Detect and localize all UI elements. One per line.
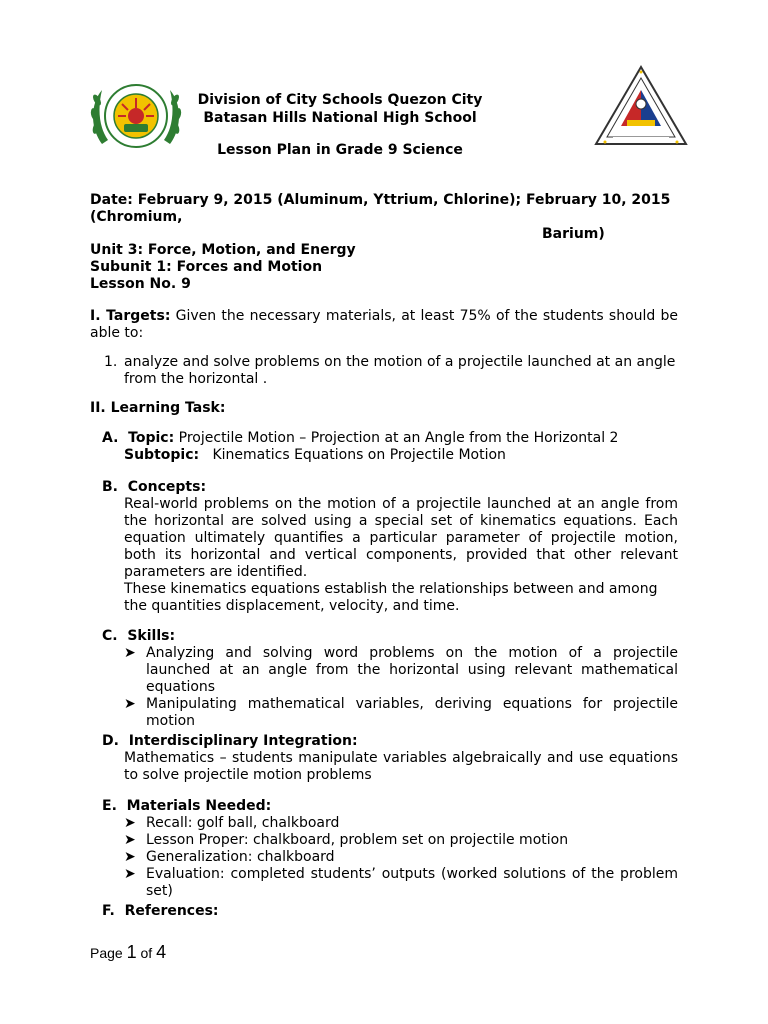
subunit-title: Subunit 1: Forces and Motion xyxy=(90,259,323,275)
integration-section: D. Interdisciplinary Integration: Mathematics – students manipulate variables algebraically and use equations to solve projectile motion problems xyxy=(102,733,678,783)
references-section: F. References: xyxy=(102,903,219,919)
footer-page-number: 1 xyxy=(126,942,137,962)
date-line-2: (Chromium, xyxy=(90,209,183,225)
materials-section: E. Materials Needed: ➤ Recall: golf ball, chalkboard ➤ Lesson Proper: chalkboard, problem set on projectile motion ➤ Generalization: chalkboard ➤ Evaluation: completed students’ outputs (worked solutions of the problem set) xyxy=(102,798,678,899)
lesson-number: Lesson No. 9 xyxy=(90,276,191,292)
page-footer xyxy=(90,942,166,963)
concepts-paragraph-1: Real-world problems on the motion of a projectile launched at an angle from the horizontal are solved using a special set of kinematics equations. Each equation ultimately quantifies a particular parameter of projectile motion, both its horizontal and vertical components, provided that other relevant parameters are identified. xyxy=(124,496,678,580)
targets-list-item: 1. analyze and solve problems on the motion of a projectile launched at an angle from the horizontal . xyxy=(104,354,678,388)
materials-label: Materials Needed: xyxy=(126,798,272,814)
learning-task-heading: II. Learning Task: xyxy=(90,400,226,416)
date-line-1: Date: February 9, 2015 (Aluminum, Yttrium, Chlorine); February 10, 2015 xyxy=(90,192,671,208)
material-item: ➤ Lesson Proper: chalkboard, problem set on projectile motion xyxy=(124,832,569,848)
subtopic-label: Subtopic: xyxy=(124,447,200,463)
targets-text: Given the necessary materials, at least 75% of the students should be able to: xyxy=(90,308,679,341)
skills-label: Skills: xyxy=(127,628,176,644)
concepts-label: Concepts: xyxy=(127,479,207,495)
date-line-3: Barium) xyxy=(542,226,605,242)
header-division: Division of City Schools Quezon City xyxy=(197,92,483,108)
material-item: ➤ Recall: golf ball, chalkboard xyxy=(124,815,340,831)
footer-of-word: of xyxy=(140,945,153,961)
concepts-paragraph-2: These kinematics equations establish the relationships between and among the quantities displacement, velocity, and time. xyxy=(124,581,658,614)
footer-page-total: 4 xyxy=(156,942,167,962)
integration-label: Interdisciplinary Integration: xyxy=(128,733,358,749)
header-school: Batasan Hills National High School xyxy=(203,110,477,126)
targets-paragraph xyxy=(90,308,678,342)
targets-label: I. Targets: xyxy=(90,308,171,324)
material-item: ➤ Evaluation: completed students’ outputs (worked solutions of the problem set) xyxy=(124,866,678,899)
topic-section: A. Topic: Projectile Motion – Projection at an Angle from the Horizontal 2 Subtopic: Kinematics Equations on Projectile Motion xyxy=(102,430,619,463)
unit-title: Unit 3: Force, Motion, and Energy xyxy=(90,242,356,258)
topic-text: Projectile Motion – Projection at an Angle from the Horizontal 2 xyxy=(178,430,619,446)
subtopic-text: Kinematics Equations on Projectile Motion xyxy=(212,447,506,463)
integration-text: Mathematics – students manipulate variables algebraically and use equations to solve projectile motion problems xyxy=(124,750,678,783)
references-label: References: xyxy=(124,903,219,919)
skill-item: ➤ Manipulating mathematical variables, deriving equations for projectile motion xyxy=(124,696,678,729)
header-lesson-plan: Lesson Plan in Grade 9 Science xyxy=(217,142,463,158)
concepts-section: B. Concepts: Real-world problems on the motion of a projectile launched at an angle from the horizontal are solved using a special set of kinematics equations. Each equation ultimately quantifies a particular parameter of projectile motion, both its horizontal and vertical components, provided that other relevant parameters are identified. These kinematics equations establish the relationships between and among the quantities displacement, velocity, and time. xyxy=(102,479,678,614)
skills-section: C. Skills: ➤ Analyzing and solving word problems on the motion of a projectile launched at an angle from the horizontal using relevant mathematical equations ➤ Manipulating mathematical variables, deriving equations for projectile motion xyxy=(102,628,678,729)
skill-item: ➤ Analyzing and solving word problems on the motion of a projectile launched at an angle from the horizontal using relevant mathematical equations xyxy=(124,645,678,695)
target-item-1: analyze and solve problems on the motion of a projectile launched at an angle from the horizontal . xyxy=(124,354,676,387)
topic-label: Topic: xyxy=(128,430,175,446)
footer-page-word: Page xyxy=(90,945,123,961)
material-item: ➤ Generalization: chalkboard xyxy=(124,849,335,865)
